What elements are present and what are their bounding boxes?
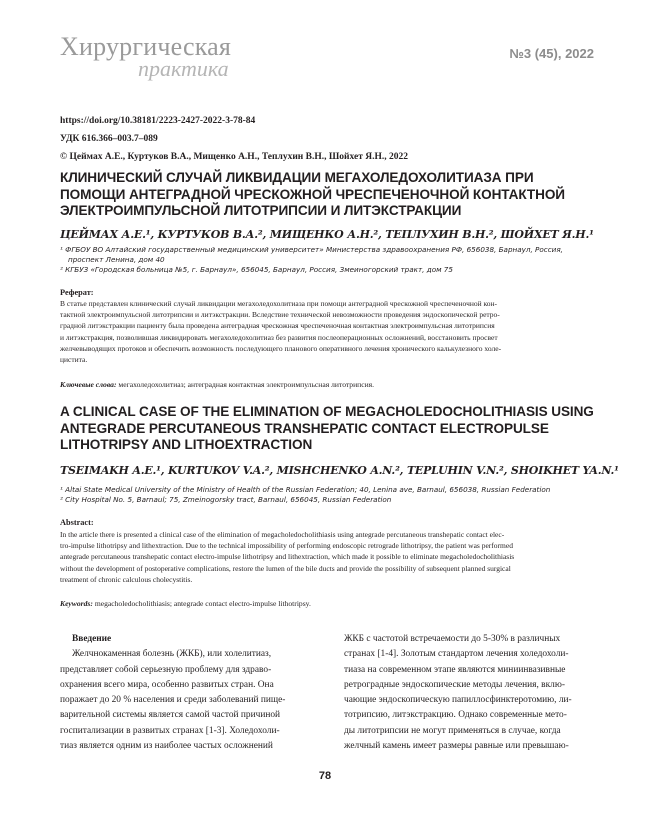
ru-keywords-text: мегахоледохолитиаз; антеградная контактная электроимпульсная литотрипсия. xyxy=(118,380,375,389)
en-abstract-heading: Abstract: xyxy=(60,518,94,527)
body-column-left xyxy=(60,632,312,754)
body-line: желчный камень имеет размеры равные или превышаю- xyxy=(344,741,569,752)
copyright-line: © Цеймах А.Е., Куртуков В.А., Мищенко А.Н., Теплухин В.Н., Шойхет Я.Н., 2022 xyxy=(60,152,409,162)
ru-abstract-heading: Реферат: xyxy=(60,288,94,297)
body-line: ЖКБ с частотой встречаемости до 5-30% в различных xyxy=(344,634,561,644)
body-line: представляет собой серьезную проблему для здраво- xyxy=(60,664,272,675)
ru-affiliations xyxy=(60,245,605,275)
en-affiliation-1: ¹ Altai State Medical University of the Ministry of Health of the Russian Federation; 40, Lenina ave, Barnaul, 656038, Russian Federation xyxy=(60,485,551,494)
en-authors: TSEIMAKH A.E.¹, KURTUKOV V.A.², MISHCHENKO A.N.², TEPLUHIN V.N.², SHOIKHET YA.N.¹ xyxy=(60,464,619,477)
en-abstract-line: treatment of chronic calculous cholecystitis. xyxy=(60,574,193,584)
ru-abstract-line: и литэкстракция, позволившая ликвидировать мегахоледохолитиаз без развития послеоперационных осложнений, восстановить просвет xyxy=(60,332,498,342)
ru-keywords-label: Ключевые слова: xyxy=(60,380,117,389)
ru-abstract-body xyxy=(60,298,600,365)
body-line: тотрипсию, литэкстракцию. Однако современные мето- xyxy=(344,710,567,721)
body-line: охранения всего мира, особенно развитых стран. Она xyxy=(60,679,274,690)
ru-abstract-line: желчевыводящих протоков и обеспечить возможность последующего планового оперативного лечения хронического калькулезного холе- xyxy=(60,343,502,353)
ru-title-line: ПОМОЩИ АНТЕГРАДНОЙ ЧРЕСКОЖНОЙ ЧРЕСПЕЧЕНОЧНОЙ КОНТАКТНОЙ xyxy=(60,186,565,202)
body-line: тиаз является одним из наиболее частых осложнений xyxy=(60,741,273,752)
en-title-line: ANTEGRADE PERCUTANEOUS TRANSHEPATIC CONTACT ELECTROPULSE xyxy=(60,420,549,436)
body-line: госпитализации в развитых странах [1-3]. Холедохоли- xyxy=(60,725,280,736)
journal-logo xyxy=(60,32,235,90)
en-keywords-label: Keywords: xyxy=(60,599,93,608)
body-line: поражает до 20 % населения и среди заболеваний пище- xyxy=(60,695,286,706)
ru-title-line: КЛИНИЧЕСКИЙ СЛУЧАЙ ЛИКВИДАЦИИ МЕГАХОЛЕДОХОЛИТИАЗА ПРИ xyxy=(60,170,534,185)
body-line: странах [1-4]. Золотым стандартом лечения холедохоли- xyxy=(344,649,569,660)
en-keywords-text: megacholedocholithiasis; antegrade contact electro-impulse lithotripsy. xyxy=(94,599,311,608)
en-abstract-body xyxy=(60,529,600,585)
en-keywords xyxy=(60,599,600,608)
ru-keywords xyxy=(60,380,600,389)
en-abstract-line: In the article there is presented a clinical case of the elimination of megacholedocholithiasis using antegrade percutaneous transhepatic contact elec- xyxy=(60,530,505,539)
body-line: тиаза на современном этапе являются миниинвазивные xyxy=(344,664,566,675)
body-line: ды литотрипсии не могут применяться в случае, когда xyxy=(344,725,561,736)
journal-name-script: практика xyxy=(138,56,229,81)
ru-abstract-line: тактной электроимпульсной литотрипсии и литэкстракции. Вследствие технической невозможности проведения эндоскопической ретро- xyxy=(60,310,500,320)
en-abstract-line: antegrade percutaneous transhepatic contact electro-impulse lithotripsy and lithextraction, which made it possible to eliminate megacholedocholithiasis xyxy=(60,552,515,562)
body-line: ретроградные эндоскопические методы лечения, вклю- xyxy=(344,679,565,690)
en-affiliations xyxy=(60,485,605,505)
en-affiliation-2: ² City Hospital No. 5, Barnaul; 75, Zmeinogorsky tract, Barnaul, 656045, Russian Federation xyxy=(60,495,392,504)
ru-title-line: ЭЛЕКТРОИМПУЛЬСНОЙ ЛИТОТРИПСИИ И ЛИТЭКСТРАКЦИИ xyxy=(60,203,462,218)
issue-number: №3 (45), 2022 xyxy=(509,46,594,61)
ru-authors: ЦЕЙМАХ А.Е.¹, КУРТУКОВ В.А.², МИЩЕНКО А.Н.², ТЕПЛУХИН В.Н.², ШОЙХЕТ Я.Н.¹ xyxy=(60,228,594,241)
body-line: варительной системы является самой частой причиной xyxy=(60,710,281,721)
en-abstract-line: without the development of postoperative complications, restore the lumen of the bile ducts and provide the possibility of subsequent planned surgical xyxy=(60,563,511,573)
body-line: чающие эндоскопическую папиллосфинктеротомию, ли- xyxy=(344,695,572,706)
ru-abstract-line: В статье представлен клинический случай ликвидации мегахоледохолитиаза при помощи антеградной чрескожной чреспеченочной кон- xyxy=(60,299,498,308)
section-heading: Введение xyxy=(72,634,112,644)
body-column-right xyxy=(344,632,596,754)
body-line: Желчнокаменная болезнь (ЖКБ), или холелитиаз, xyxy=(72,649,272,660)
ru-affiliation-1-cont: проспект Ленина, дом 40 xyxy=(68,255,165,264)
en-title-line: A CLINICAL CASE OF THE ELIMINATION OF MEGACHOLEDOCHOLITHIASIS USING xyxy=(60,404,594,419)
ru-affiliation-1: ¹ ФГБОУ ВО Алтайский государственный медицинский университет» Министерства здравоохранения РФ, 656038, Барнаул, Россия, xyxy=(60,245,563,254)
en-abstract-line: tro-impulse lithotripsy and lithextraction. Due to the technical impossibility of performing endoscopic retrograde lithotripsy, the patient was performed xyxy=(60,541,513,551)
en-title xyxy=(60,404,600,454)
page-number: 78 xyxy=(318,770,332,782)
udc-code: УДК 616.366–003.7–089 xyxy=(60,134,158,144)
ru-abstract-line: градной литэкстракции пациенту была проведена антеградная чрескожная чреспеченочная контактная электроимпульсная литотрипсия xyxy=(60,321,495,331)
journal-name: Хирургическая xyxy=(60,32,232,61)
ru-affiliation-2: ² КГБУЗ «Городская больница №5, г. Барнаул», 656045, Барнаул, Россия, Змеиногорский тракт, дом 75 xyxy=(60,265,453,274)
en-title-line: LITHOTRIPSY AND LITHOEXTRACTION xyxy=(60,437,313,452)
ru-title xyxy=(60,170,600,220)
doi-link[interactable]: https://doi.org/10.38181/2223-2427-2022-3-78-84 xyxy=(60,116,256,126)
ru-abstract-line: цистита. xyxy=(60,355,88,365)
